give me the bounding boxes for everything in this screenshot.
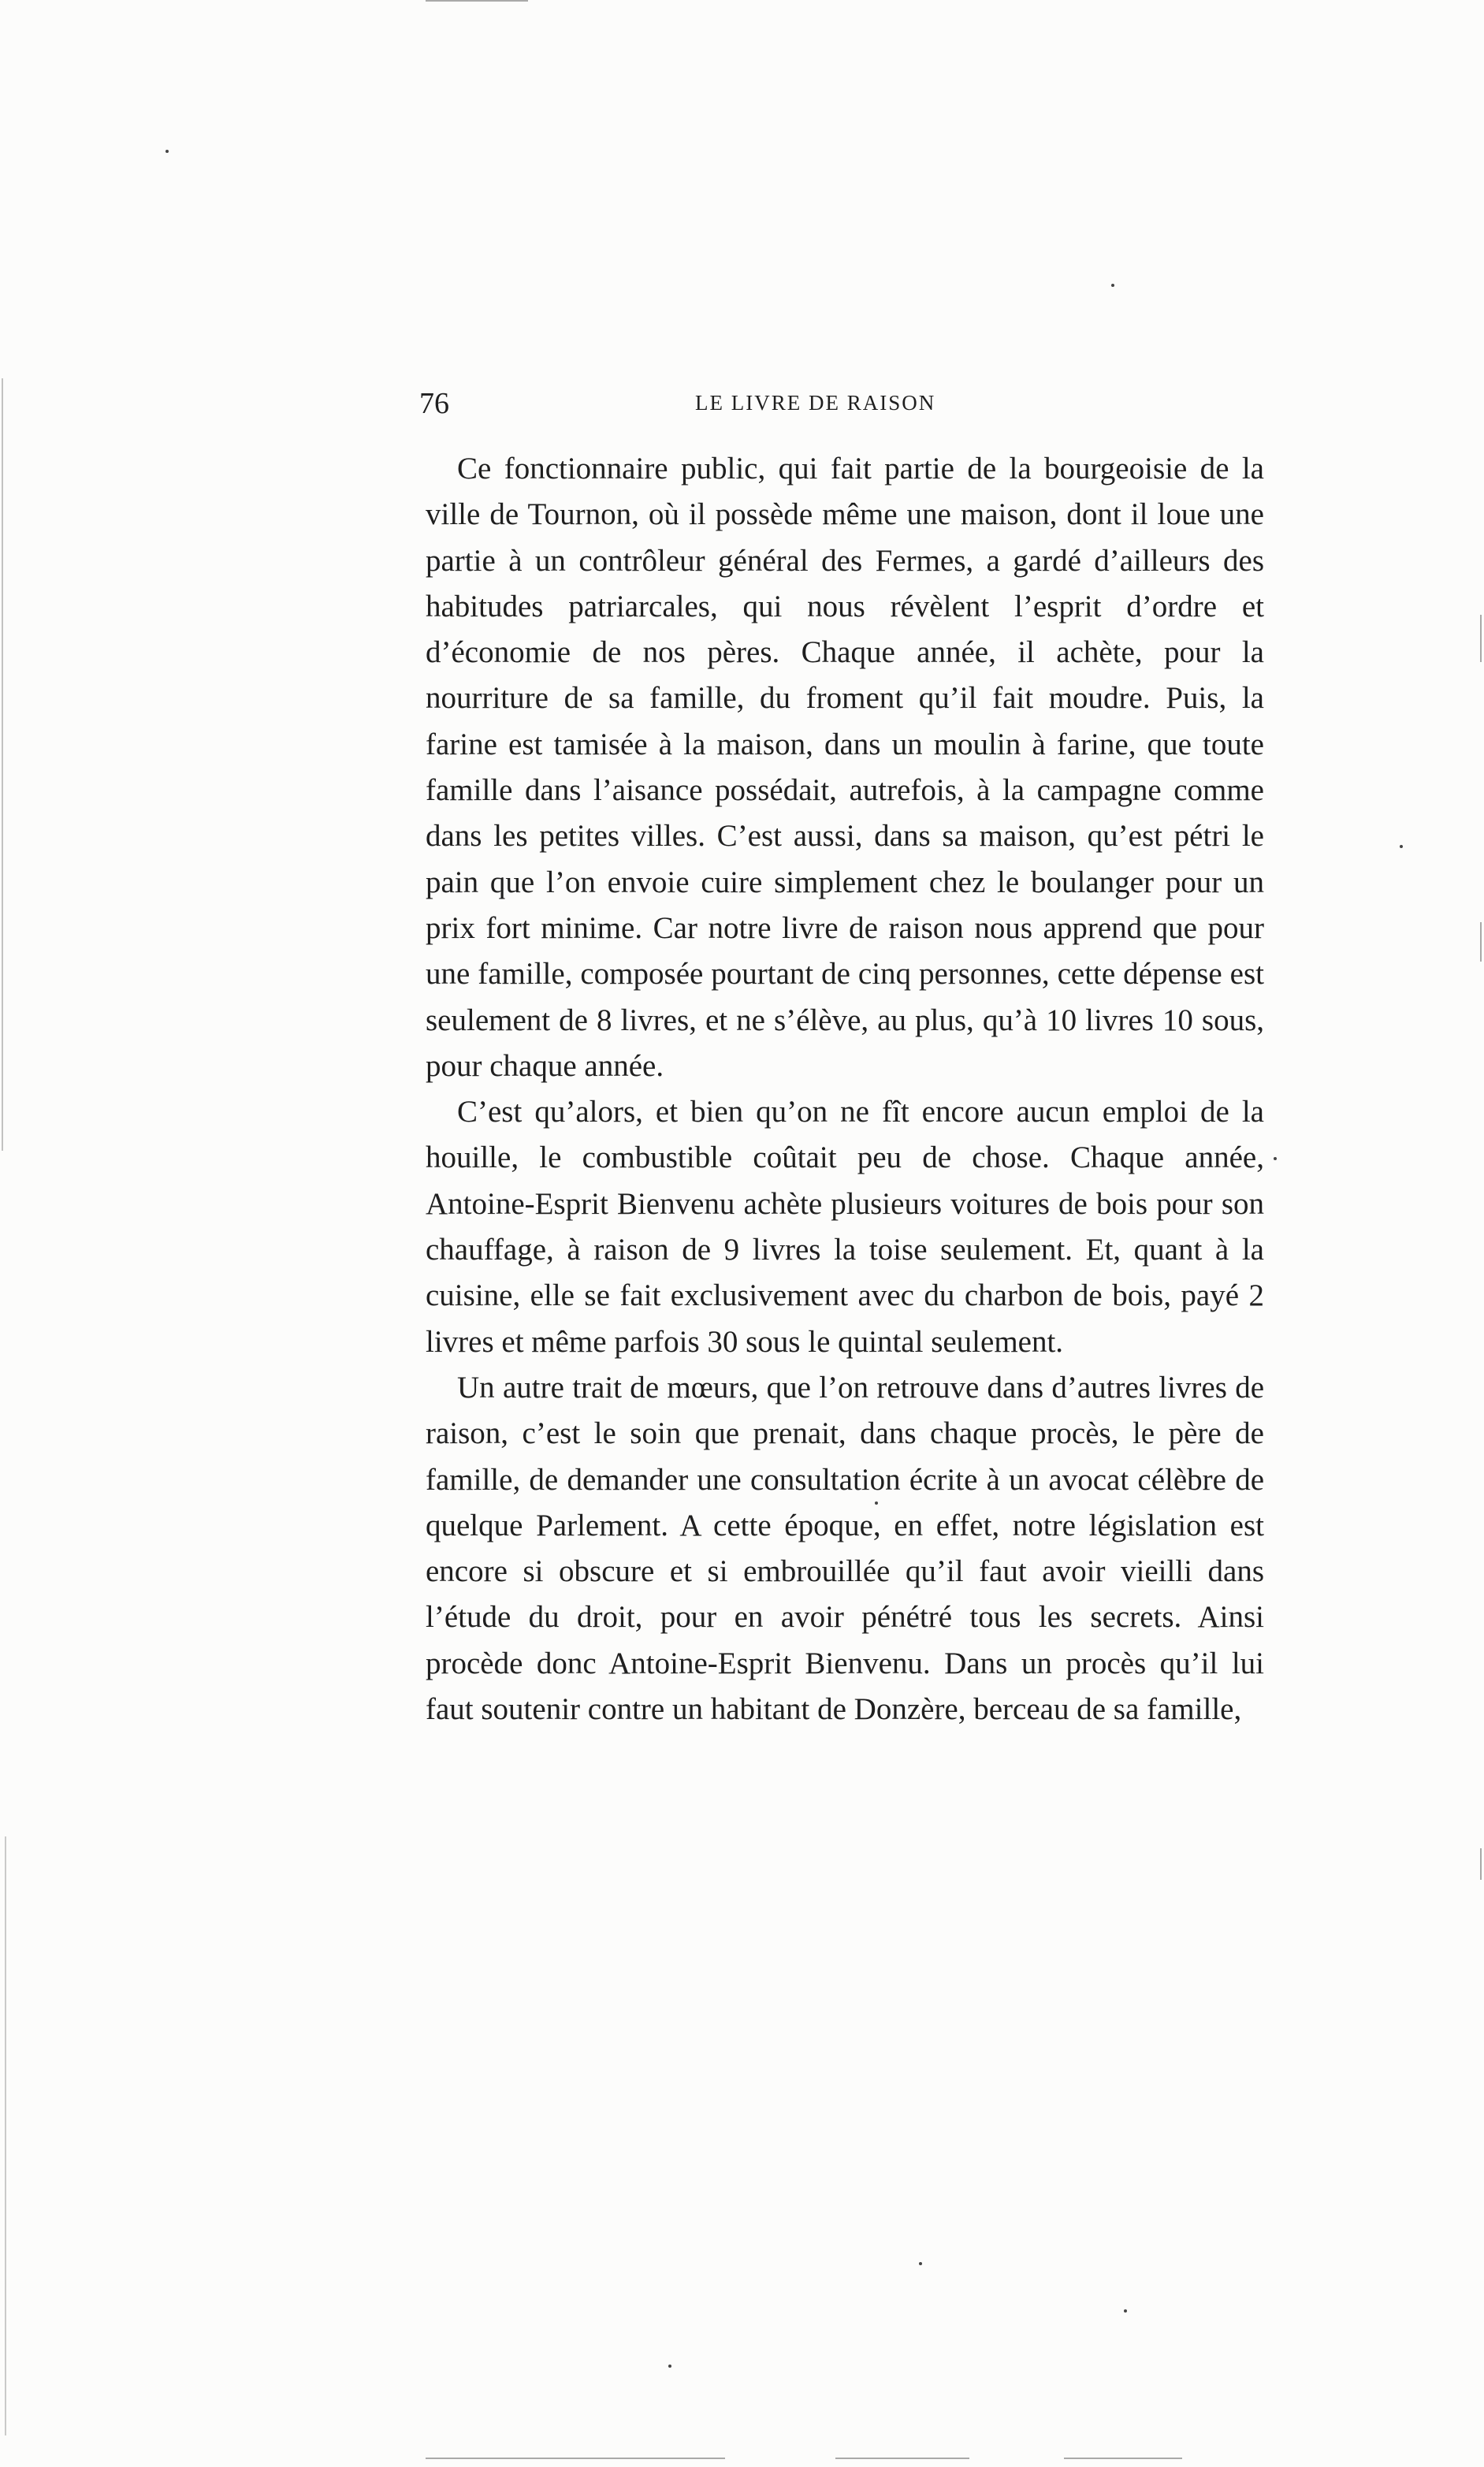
paragraph-3: Un autre trait de mœurs, que l’on retrouve dans d’autres livres de raison, c’est le soin que prenait, dans chaque procès, le père de famille, de demander une consultation écrite à un avocat célèbre de quelque Parlement. A cette époque, en effet, notre législation est encore si obscure et si embrouillée qu’il faut avoir vieilli dans l’étude du droit, pour en avoir pénétré tous les secrets. Ainsi procède donc Antoine-Esprit Bienvenu. Dans un procès qu’il lui faut soutenir contre un habitant de Donzère, berceau de sa famille, bbox=[426, 1370, 1264, 1727]
speck bbox=[668, 2365, 671, 2368]
running-head bbox=[419, 386, 1310, 426]
right-margin-mark-3 bbox=[1480, 1848, 1482, 1880]
speck bbox=[1400, 845, 1403, 848]
top-edge-scan-line bbox=[426, 0, 528, 2]
running-title: LE LIVRE DE RAISON bbox=[695, 391, 936, 415]
bottom-edge-scan-line bbox=[426, 2458, 725, 2459]
left-margin-scan-line bbox=[2, 378, 3, 1151]
bottom-edge-scan-line-3 bbox=[1064, 2458, 1182, 2459]
paragraph-1: Ce fonctionnaire public, qui fait partie de la bourgeoisie de la ville de Tournon, où il possède même une maison, dont il loue une partie à un contrôleur général des Fermes, a gardé d’ailleurs des habitudes patriarcales, qui nous révèlent l’esprit d’ordre et d’économie de nos pères. Chaque année, il achète, pour la nourriture de sa famille, du froment qu’il fait moudre. Puis, la farine est tamisée à la maison, dans un moulin à farine, que toute famille dans l’aisance possédait, autrefois, à la campagne comme dans les petites villes. C’est aussi, dans sa maison, qu’est pétri le pain que l’on envoie cuire simplement chez le boulanger pour un prix fort minime. Car notre livre de raison nous apprend que pour une famille, composée pourtant de cinq personnes, cette dépense est seulement de 8 livres, et ne s’élève, au plus, qu’à 10 livres 10 sous, pour chaque année. bbox=[426, 452, 1264, 1083]
bottom-edge-scan-line-2 bbox=[835, 2458, 969, 2459]
speck bbox=[1124, 2309, 1127, 2313]
page-number: 76 bbox=[419, 387, 449, 420]
right-margin-mark bbox=[1480, 615, 1482, 662]
right-margin-mark-2 bbox=[1480, 922, 1482, 962]
paragraph-2: C’est qu’alors, et bien qu’on ne fît encore aucun emploi de la houille, le combustible coûtait peu de chose. Chaque année, Antoine-Esprit Bienvenu achète plusieurs voitures de bois pour son chauffage, à raison de 9 livres la toise seulement. Et, quant à la cuisine, elle se fait exclusivement avec du charbon de bois, payé 2 livres et même parfois 30 sous le quintal seulement. bbox=[426, 1095, 1264, 1359]
body-text bbox=[426, 446, 1264, 1732]
speck bbox=[166, 150, 169, 153]
speck bbox=[919, 2262, 922, 2265]
left-margin-scan-line-lower bbox=[5, 1836, 6, 2435]
speck bbox=[1111, 284, 1114, 287]
speck bbox=[1274, 1157, 1277, 1160]
